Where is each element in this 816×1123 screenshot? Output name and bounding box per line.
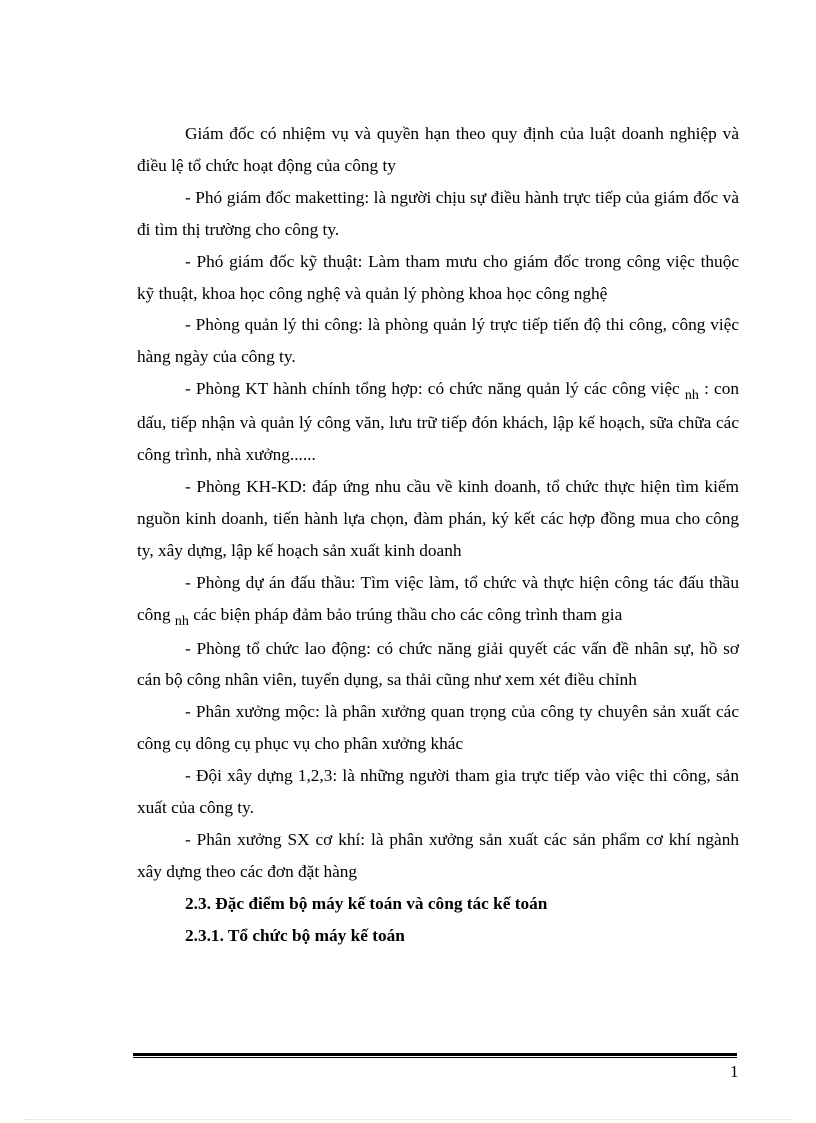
- document-body: [137, 118, 739, 952]
- text-artifact: nh: [684, 388, 699, 404]
- paragraph-marketing-deputy: - Phó giám đốc maketting: là người chịu sự điều hành trực tiếp của giám đốc và đi tìm thị trường cho công ty.: [137, 187, 739, 239]
- paragraph-text: - Phòng dự án đấu thầu: Tìm việc làm, tổ chức và thực hiện công tác đấu thầu công: [137, 572, 739, 624]
- subsection-heading-accounting-structure: 2.3.1. Tổ chức bộ máy kế toán: [185, 925, 405, 945]
- paragraph-construction-teams: - Đội xây dựng 1,2,3: là những người tham gia trực tiếp vào việc thi công, sản xuất của công ty.: [137, 766, 739, 818]
- paragraph-mechanical-workshop: - Phân xưởng SX cơ khí: là phân xưởng sản xuất các sản phẩm cơ khí ngành xây dựng theo các đơn đặt hàng: [137, 829, 739, 881]
- page-edge-divider: [24, 1119, 792, 1120]
- paragraph-carpentry-workshop: - Phân xưởng mộc: là phân xưởng quan trọng của công ty chuyên sản xuất các công cụ dông cụ phục vụ cho phân xưởng khác: [137, 702, 739, 754]
- page-number: 1: [730, 1062, 739, 1081]
- footer-divider: [133, 1053, 737, 1058]
- paragraph-bidding-projects: [137, 567, 739, 633]
- paragraph-planning-business: - Phòng KH-KD: đáp ứng nhu cầu về kinh doanh, tổ chức thực hiện tìm kiếm nguồn kinh doanh, tiến hành lựa chọn, đàm phán, ký kết các hợp đồng mua cho công ty, xây dựng, lập kế hoạch sản xuất kinh doanh: [137, 476, 739, 560]
- paragraph-text: : con dấu, tiếp nhận và quản lý công văn, lưu trữ tiếp đón khách, lập kế hoạch, sữa chữa các công trình, nhà xưởng......: [137, 379, 739, 465]
- paragraph-text: - Phòng KT hành chính tổng hợp: có chức năng quản lý các công việc: [185, 379, 685, 399]
- paragraph-construction-management: - Phòng quản lý thi công: là phòng quản lý trực tiếp tiến độ thi công, công việc hàng ngày của công ty.: [137, 315, 739, 367]
- paragraph-director-duties: Giám đốc có nhiệm vụ và quyền hạn theo quy định của luật doanh nghiệp và điều lệ tổ chức hoạt động của công ty: [137, 124, 739, 175]
- section-heading-accounting: 2.3. Đặc điểm bộ máy kế toán và công tác kế toán: [185, 893, 548, 913]
- paragraph-text: các biện pháp đảm bảo trúng thầu cho các công trình tham gia: [188, 604, 623, 624]
- paragraph-labor-organization: - Phòng tổ chức lao động: có chức năng giải quyết các vấn đề nhân sự, hồ sơ cán bộ công nhân viên, tuyển dụng, sa thải cũng như xem xét điều chỉnh: [137, 638, 739, 690]
- paragraph-admin-office: [137, 373, 739, 471]
- text-artifact: nh: [174, 613, 189, 629]
- paragraph-technical-deputy: - Phó giám đốc kỹ thuật: Làm tham mưu cho giám đốc trong công việc thuộc kỹ thuật, khoa học công nghệ và quản lý phòng khoa học công nghệ: [137, 251, 739, 303]
